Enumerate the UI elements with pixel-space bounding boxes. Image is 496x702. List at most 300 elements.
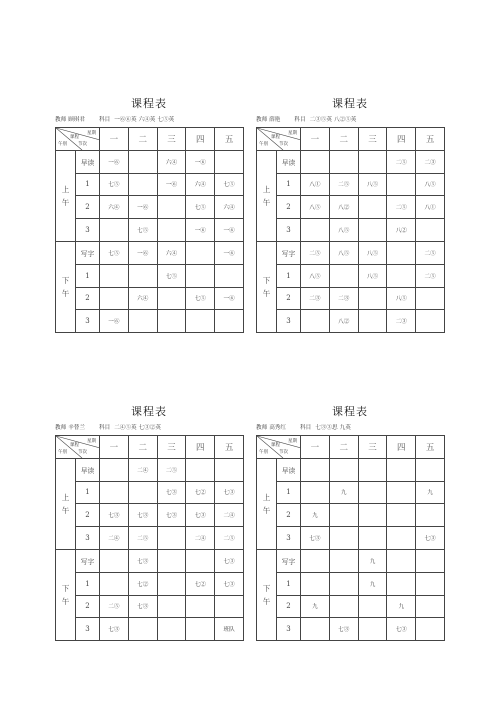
- corner-class-label: 课程: [70, 135, 79, 140]
- class-cell: [358, 196, 387, 219]
- subject-label: 科目: [300, 425, 312, 431]
- class-cell: [387, 527, 416, 550]
- half-day-text: 上午: [61, 184, 70, 207]
- teacher-label: 教师: [55, 117, 67, 123]
- class-cell: [329, 458, 358, 481]
- class-cell: [100, 549, 129, 572]
- class-cell: [128, 173, 157, 196]
- subject-label: 科目: [99, 425, 111, 431]
- day-header: 一: [301, 436, 330, 459]
- class-cell: [416, 458, 445, 481]
- corner-week-label: 星期: [288, 439, 297, 444]
- period-row: [257, 150, 445, 173]
- class-cell: [215, 150, 244, 173]
- class-cell: 七③: [100, 504, 129, 527]
- schedule-title: 课程表: [332, 97, 368, 110]
- class-cell: 二④: [128, 458, 157, 481]
- day-header: 三: [157, 436, 186, 459]
- half-day-label: [257, 458, 277, 549]
- teacher-info-line: [55, 115, 255, 123]
- period-row: [257, 504, 445, 527]
- class-cell: 二⑤: [100, 595, 129, 618]
- period-row: [56, 264, 244, 287]
- day-header: 一: [100, 128, 129, 151]
- class-cell: 七②: [186, 572, 215, 595]
- period-row: [56, 173, 244, 196]
- class-cell: [100, 458, 129, 481]
- class-cell: [329, 150, 358, 173]
- class-cell: 二③: [387, 310, 416, 333]
- class-cell: [358, 150, 387, 173]
- subject-item: 二③⑤英: [309, 117, 332, 123]
- day-header: 五: [215, 436, 244, 459]
- class-cell: [128, 310, 157, 333]
- period-label: 2: [76, 287, 100, 310]
- period-row: [257, 287, 445, 310]
- period-label: 1: [76, 481, 100, 504]
- half-day-label: [56, 458, 76, 549]
- class-cell: 七③: [186, 504, 215, 527]
- day-header: 四: [186, 436, 215, 459]
- class-cell: 一⑥: [215, 287, 244, 310]
- corner-header: [257, 436, 301, 459]
- schedule-table: [55, 435, 244, 641]
- class-cell: [329, 572, 358, 595]
- class-cell: [416, 572, 445, 595]
- corner-class-label: 课程: [271, 135, 280, 140]
- class-cell: [301, 310, 330, 333]
- subject-item: 九英: [339, 425, 351, 431]
- schedule-title: 课程表: [131, 97, 167, 110]
- day-header: 五: [416, 128, 445, 151]
- period-row: [257, 618, 445, 641]
- corner-period-label: 节次: [279, 141, 288, 147]
- class-cell: [387, 264, 416, 287]
- class-cell: 七⑤: [100, 241, 129, 264]
- class-cell: [215, 264, 244, 287]
- class-cell: [215, 458, 244, 481]
- teacher-label: 教师: [256, 425, 268, 431]
- class-cell: 七③: [329, 618, 358, 641]
- class-cell: 七③: [416, 527, 445, 550]
- class-cell: 七⑤: [186, 196, 215, 219]
- class-cell: 七③: [128, 504, 157, 527]
- period-label: 写字: [277, 241, 301, 264]
- corner-week-label: 星期: [87, 439, 96, 444]
- half-day-text: 下午: [61, 584, 70, 607]
- class-cell: [128, 481, 157, 504]
- class-cell: [416, 504, 445, 527]
- period-label: 1: [277, 481, 301, 504]
- subject-item: 六④英: [138, 117, 156, 123]
- class-cell: [387, 481, 416, 504]
- class-cell: 二⑤: [215, 527, 244, 550]
- class-cell: 七⑤: [186, 287, 215, 310]
- class-cell: [416, 618, 445, 641]
- class-cell: [358, 504, 387, 527]
- class-cell: [157, 549, 186, 572]
- class-cell: 九: [301, 595, 330, 618]
- class-cell: 六④: [100, 196, 129, 219]
- period-label: 1: [277, 572, 301, 595]
- class-cell: [416, 595, 445, 618]
- class-cell: 八①: [301, 173, 330, 196]
- period-row: [56, 219, 244, 242]
- half-day-label: [56, 150, 76, 241]
- class-cell: [329, 527, 358, 550]
- half-day-label: [257, 150, 277, 241]
- period-row: [257, 173, 445, 196]
- half-day-label: [257, 241, 277, 332]
- period-label: 早读: [277, 458, 301, 481]
- class-cell: [128, 150, 157, 173]
- class-cell: 六④: [186, 173, 215, 196]
- class-cell: 七③: [128, 595, 157, 618]
- class-cell: 八⑤: [329, 241, 358, 264]
- class-cell: 七②: [128, 572, 157, 595]
- class-cell: 七②: [186, 481, 215, 504]
- period-row: [257, 264, 445, 287]
- class-cell: 七③: [215, 481, 244, 504]
- class-cell: [358, 458, 387, 481]
- class-cell: [128, 264, 157, 287]
- corner-period-label: 节次: [78, 141, 87, 147]
- period-row: [56, 150, 244, 173]
- corner-header: [56, 128, 100, 151]
- period-row: [56, 527, 244, 550]
- class-cell: [358, 287, 387, 310]
- class-cell: 九: [301, 504, 330, 527]
- corner-noon-label: 午别: [259, 449, 268, 455]
- corner-period-label: 节次: [78, 449, 87, 455]
- period-row: [56, 572, 244, 595]
- period-label: 3: [76, 618, 100, 641]
- class-cell: 七⑤: [215, 173, 244, 196]
- class-cell: [387, 458, 416, 481]
- class-cell: [387, 572, 416, 595]
- day-header: 三: [358, 128, 387, 151]
- class-cell: 九: [329, 481, 358, 504]
- class-cell: [157, 219, 186, 242]
- class-cell: [358, 219, 387, 242]
- class-cell: [100, 481, 129, 504]
- class-cell: 二⑤: [387, 196, 416, 219]
- half-day-label: [257, 549, 277, 640]
- corner-class-label: 课程: [271, 443, 280, 448]
- day-header: 一: [301, 128, 330, 151]
- class-cell: [301, 458, 330, 481]
- class-cell: [301, 150, 330, 173]
- class-cell: 二⑤: [128, 527, 157, 550]
- period-row: [257, 241, 445, 264]
- class-cell: 一⑥: [100, 310, 129, 333]
- subject-item: 七⑤英: [157, 117, 175, 123]
- class-cell: 七③: [387, 618, 416, 641]
- subject-item: 七③③思: [315, 425, 338, 431]
- teacher-name: 高秀红: [269, 425, 286, 431]
- class-cell: 二⑤: [157, 458, 186, 481]
- day-header: 二: [329, 436, 358, 459]
- class-cell: 七⑤: [100, 173, 129, 196]
- day-header: 五: [215, 128, 244, 151]
- class-cell: 六④: [128, 287, 157, 310]
- class-cell: 二⑤: [301, 241, 330, 264]
- teacher-name: 顾琪君: [68, 117, 85, 123]
- class-cell: [416, 549, 445, 572]
- period-row: [56, 618, 244, 641]
- period-label: 1: [76, 572, 100, 595]
- corner-noon-label: 午别: [259, 141, 268, 147]
- day-header: 二: [128, 436, 157, 459]
- class-cell: 九: [358, 549, 387, 572]
- class-cell: [416, 219, 445, 242]
- class-cell: [387, 549, 416, 572]
- class-cell: [215, 310, 244, 333]
- class-cell: [301, 549, 330, 572]
- subject-item: 二④⑤英: [114, 425, 137, 431]
- teacher-info-line: [256, 115, 456, 123]
- day-header: 五: [416, 436, 445, 459]
- class-cell: 六④: [215, 196, 244, 219]
- class-cell: [186, 549, 215, 572]
- period-row: [257, 549, 445, 572]
- period-label: 写字: [76, 241, 100, 264]
- subject-item: 八②⑤英: [334, 117, 357, 123]
- class-cell: [157, 618, 186, 641]
- subject-label: 科目: [99, 117, 111, 123]
- day-header: 一: [100, 436, 129, 459]
- period-row: [56, 595, 244, 618]
- class-cell: 八⑤: [358, 264, 387, 287]
- teacher-info-line: [55, 423, 255, 431]
- period-row: [257, 595, 445, 618]
- class-cell: [157, 572, 186, 595]
- day-header: 三: [157, 128, 186, 151]
- class-cell: 八⑤: [416, 173, 445, 196]
- period-row: [257, 458, 445, 481]
- period-row: [56, 504, 244, 527]
- class-cell: 二⑤: [416, 241, 445, 264]
- class-cell: 一⑥: [100, 150, 129, 173]
- half-day-text: 下午: [262, 276, 271, 299]
- class-cell: 九: [387, 595, 416, 618]
- corner-week-label: 星期: [288, 131, 297, 136]
- class-cell: 一⑥: [186, 150, 215, 173]
- class-cell: 一⑥: [215, 219, 244, 242]
- period-row: [257, 196, 445, 219]
- half-day-text: 下午: [262, 584, 271, 607]
- class-cell: [301, 572, 330, 595]
- header-row: [56, 128, 244, 151]
- period-label: 3: [277, 310, 301, 333]
- class-cell: 二④: [215, 504, 244, 527]
- period-row: [56, 310, 244, 333]
- day-header: 四: [387, 128, 416, 151]
- subject-item: 七③②英: [138, 425, 161, 431]
- period-row: [257, 527, 445, 550]
- class-cell: [329, 549, 358, 572]
- period-label: 2: [277, 287, 301, 310]
- class-cell: [301, 481, 330, 504]
- class-cell: 班队: [215, 618, 244, 641]
- class-cell: [157, 595, 186, 618]
- half-day-text: 上午: [61, 492, 70, 515]
- subject-item: 一⑥⑥英: [114, 117, 137, 123]
- period-row: [56, 287, 244, 310]
- class-cell: [157, 310, 186, 333]
- class-cell: [186, 241, 215, 264]
- period-label: 2: [76, 504, 100, 527]
- class-cell: 一⑥: [215, 241, 244, 264]
- class-cell: [358, 481, 387, 504]
- period-label: 3: [277, 527, 301, 550]
- class-cell: 八⑤: [358, 173, 387, 196]
- schedule-table: [256, 127, 445, 333]
- class-cell: 二④: [100, 527, 129, 550]
- period-label: 早读: [277, 150, 301, 173]
- day-header: 三: [358, 436, 387, 459]
- class-cell: 七⑤: [128, 219, 157, 242]
- schedule-table: [256, 435, 445, 641]
- period-label: 1: [277, 264, 301, 287]
- day-header: 二: [128, 128, 157, 151]
- period-label: 2: [277, 504, 301, 527]
- schedule-title: 课程表: [332, 405, 368, 418]
- corner-period-label: 节次: [279, 449, 288, 455]
- period-row: [56, 458, 244, 481]
- subject-label: 科目: [294, 117, 306, 123]
- class-cell: [329, 595, 358, 618]
- day-header: 二: [329, 128, 358, 151]
- class-cell: 七③: [215, 572, 244, 595]
- day-header: 四: [186, 128, 215, 151]
- class-cell: [215, 595, 244, 618]
- half-day-text: 上午: [262, 184, 271, 207]
- class-cell: [157, 527, 186, 550]
- class-cell: 七③: [100, 618, 129, 641]
- class-cell: [358, 527, 387, 550]
- class-cell: [128, 618, 157, 641]
- period-label: 1: [277, 173, 301, 196]
- schedule-title: 课程表: [131, 405, 167, 418]
- class-cell: [358, 310, 387, 333]
- class-cell: 二⑤: [387, 150, 416, 173]
- class-cell: [157, 287, 186, 310]
- teacher-name: 薛艳: [269, 117, 281, 123]
- period-label: 写字: [76, 549, 100, 572]
- corner-class-label: 课程: [70, 443, 79, 448]
- class-cell: 七③: [215, 549, 244, 572]
- teacher-label: 教师: [256, 117, 268, 123]
- class-cell: 二⑤: [329, 173, 358, 196]
- class-cell: 八①: [416, 196, 445, 219]
- period-row: [56, 481, 244, 504]
- period-label: 2: [76, 595, 100, 618]
- class-cell: [358, 595, 387, 618]
- period-row: [56, 196, 244, 219]
- class-cell: 二④: [186, 527, 215, 550]
- period-label: 2: [277, 595, 301, 618]
- class-cell: 一⑥: [157, 173, 186, 196]
- class-cell: 八②: [329, 310, 358, 333]
- period-label: 早读: [76, 458, 100, 481]
- half-day-label: [56, 549, 76, 640]
- class-cell: 八⑤: [329, 219, 358, 242]
- period-row: [257, 572, 445, 595]
- class-cell: 八②: [329, 196, 358, 219]
- class-cell: [100, 264, 129, 287]
- teacher-label: 教师: [55, 425, 67, 431]
- class-cell: 七③: [157, 481, 186, 504]
- corner-header: [56, 436, 100, 459]
- class-cell: [301, 219, 330, 242]
- class-cell: 八⑤: [301, 264, 330, 287]
- class-cell: [100, 287, 129, 310]
- class-cell: [358, 618, 387, 641]
- schedule-table: [55, 127, 244, 333]
- class-cell: [186, 595, 215, 618]
- period-label: 3: [76, 527, 100, 550]
- class-cell: 二③: [301, 287, 330, 310]
- period-label: 3: [76, 310, 100, 333]
- corner-noon-label: 午别: [58, 141, 67, 147]
- class-cell: 八②: [387, 219, 416, 242]
- class-cell: [387, 173, 416, 196]
- corner-noon-label: 午别: [58, 449, 67, 455]
- period-label: 1: [76, 264, 100, 287]
- day-header: 四: [387, 436, 416, 459]
- corner-week-label: 星期: [87, 131, 96, 136]
- class-cell: 九: [416, 481, 445, 504]
- class-cell: [416, 287, 445, 310]
- class-cell: 一⑥: [128, 196, 157, 219]
- header-row: [257, 436, 445, 459]
- class-cell: 七⑤: [157, 264, 186, 287]
- header-row: [56, 436, 244, 459]
- class-cell: 七③: [128, 549, 157, 572]
- period-label: 3: [76, 219, 100, 242]
- teacher-info-line: [256, 423, 456, 431]
- teacher-name: 辛替兰: [68, 425, 85, 431]
- class-cell: 一⑥: [186, 219, 215, 242]
- corner-header: [257, 128, 301, 151]
- class-cell: 二③: [416, 150, 445, 173]
- class-cell: [416, 310, 445, 333]
- class-cell: [387, 504, 416, 527]
- class-cell: 六④: [157, 150, 186, 173]
- period-label: 3: [277, 219, 301, 242]
- class-cell: 八⑤: [387, 287, 416, 310]
- period-label: 1: [76, 173, 100, 196]
- class-cell: [186, 618, 215, 641]
- class-cell: [157, 196, 186, 219]
- class-cell: 六④: [157, 241, 186, 264]
- class-cell: 九: [358, 572, 387, 595]
- half-day-label: [56, 241, 76, 332]
- header-row: [257, 128, 445, 151]
- class-cell: 八⑤: [358, 241, 387, 264]
- class-cell: [329, 264, 358, 287]
- period-row: [56, 241, 244, 264]
- period-row: [257, 219, 445, 242]
- period-row: [257, 310, 445, 333]
- class-cell: [186, 458, 215, 481]
- class-cell: [387, 241, 416, 264]
- half-day-text: 下午: [61, 276, 70, 299]
- class-cell: 七③: [301, 527, 330, 550]
- class-cell: [100, 572, 129, 595]
- class-cell: 二⑤: [416, 264, 445, 287]
